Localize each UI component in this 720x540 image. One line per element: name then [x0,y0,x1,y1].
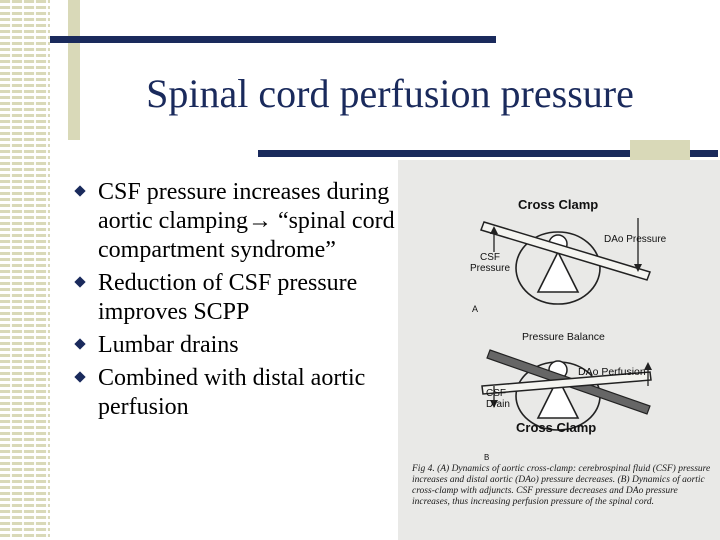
olive-accent-right [630,140,690,160]
panel-a-label-right: DAo Pressure [604,234,667,245]
bullet-diamond-icon [74,276,85,287]
bullet-text: Combined with distal aortic perfusion [98,365,366,420]
title-rule-top [50,36,496,43]
bullet-text: Reduction of CSF pressure improves SCPP [98,270,358,325]
panel-a-label-left-2: Pressure [470,263,511,274]
panel-b-label-left-1: CSF [486,388,506,399]
panel-a-heading: Cross Clamp [518,197,599,212]
panel-b-bottom-label: Cross Clamp [516,420,597,435]
panel-a-label-left-1: CSF [480,252,500,263]
bullet-text: CSF pressure increases during aortic clamping→ “spinal cord compartment syndrome” [98,179,395,263]
bullet-diamond-icon [74,185,85,196]
panel-b-label-left-2: Drain [486,399,510,410]
panel-b-letter: B [484,453,490,462]
panel-b-label-right: DAo Perfusion [578,366,646,378]
panel-a-letter: A [472,304,479,314]
bullet-item [74,269,399,327]
bullet-item [74,178,399,265]
bullet-item [74,331,399,360]
left-decorative-stripe [0,0,50,540]
bullet-diamond-icon [74,338,85,349]
panel-b-heading: Pressure Balance [522,331,605,343]
slide-title: Spinal cord perfusion pressure [146,71,634,116]
olive-accent-top [68,0,80,140]
bullet-text: Lumbar drains [98,332,239,358]
bullet-list [74,178,399,426]
bullet-item [74,364,399,422]
bullet-diamond-icon [74,371,85,382]
figure-caption: Fig 4. (A) Dynamics of aortic cross-clamp: cerebrospinal fluid (CSF) pressure increases and distal aortic (DAo) pressure decreases. (B) Dynamics of aortic cross-clamp with adjuncts. CSF pressure decreases and DAo pressure increases, thus increasing perfusion pressure of the spinal cord. [412,464,711,507]
